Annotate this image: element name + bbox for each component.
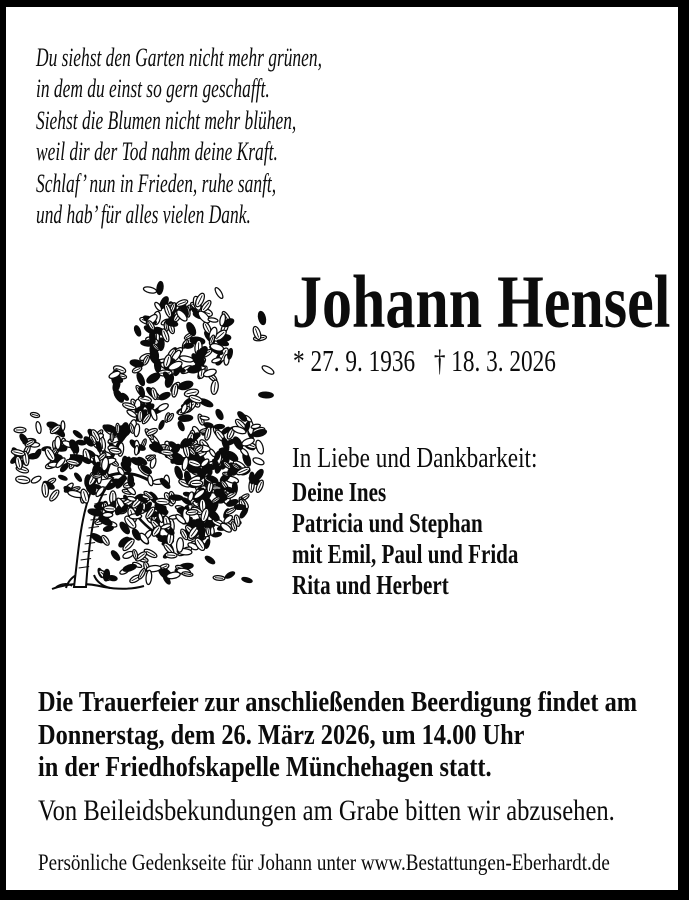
- poem-line: Siehst die Blumen nicht mehr blühen,: [36, 105, 297, 135]
- windswept-tree-icon: [8, 275, 280, 600]
- poem-line: in dem du einst so gern geschafft.: [36, 74, 270, 104]
- mourner-line: Rita und Herbert: [292, 570, 449, 600]
- mourner-line: Patricia und Stephan: [292, 508, 483, 538]
- tribute-intro: In Liebe und Dankbarkeit:: [292, 442, 538, 474]
- life-dates: [293, 345, 556, 376]
- funeral-announcement: [38, 686, 637, 784]
- memorial-website-note: Persönliche Gedenkseite für Johann unter www.Bestattungen-Eberhardt.de: [38, 850, 610, 875]
- poem: [36, 42, 322, 230]
- funeral-line: Donnerstag, dem 26. März 2026, um 14.00 Uhr: [38, 718, 525, 751]
- condolence-note: Von Beileidsbekundungen am Grabe bitten wir abzusehen.: [38, 794, 615, 827]
- poem-line: Du siehst den Garten nicht mehr grünen,: [36, 43, 322, 72]
- deceased-name: Johann Hensel: [292, 261, 671, 344]
- poem-line: und hab’ für alles vielen Dank.: [36, 200, 251, 230]
- birth-date: * 27. 9. 1936: [293, 343, 416, 378]
- poem-line: Schlaf’ nun in Frieden, ruhe sanft,: [36, 168, 277, 198]
- tree-illustration: [8, 275, 280, 600]
- death-date: † 18. 3. 2026: [433, 343, 556, 378]
- mourner-line: Deine Ines: [292, 477, 387, 507]
- mourner-line: mit Emil, Paul und Frida: [292, 539, 519, 569]
- funeral-line: Die Trauerfeier zur anschließenden Beerdigung findet am: [38, 686, 638, 718]
- mourners-list: [292, 477, 518, 601]
- poem-line: weil dir der Tod nahm deine Kraft.: [36, 137, 278, 167]
- funeral-line: in der Friedhofskapelle Münchehagen statt.: [38, 751, 492, 783]
